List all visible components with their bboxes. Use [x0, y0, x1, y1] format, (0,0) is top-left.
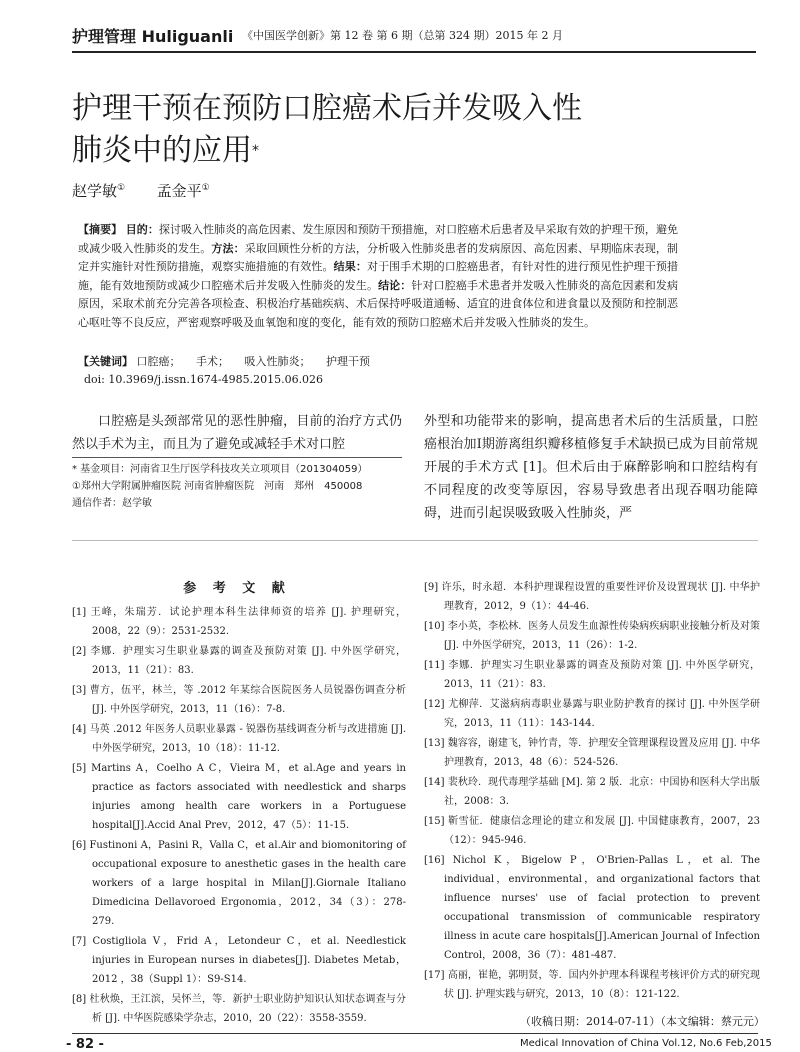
method-label: 方法： [211, 241, 245, 255]
abstract [78, 221, 678, 332]
keyword: 吸入性肺炎； [244, 355, 311, 368]
footer-journal: Medical Innovation of China Vol.12, No.6 Feb,2015 [520, 1038, 772, 1049]
objective-text: 探讨吸入性肺炎的高危因素、发生原因和预防干预措施，对口腔癌术后患者及早采取有效的护理干预，避免或减少吸入性肺炎的发生。 [78, 223, 679, 255]
reference-item: [15] 靳雪征．健康信念理论的建立和发展 [J]. 中国健康教育，2007，23（12）：945-946. [424, 816, 760, 846]
references-left-column [72, 603, 406, 1029]
references-right-column [424, 578, 760, 1005]
reference-item: [10] 李小英，李松林．医务人员发生血源性传染病疾病职业接触分析及对策 [J]. 中外医学研究，2013，11（26）：1-2. [424, 621, 760, 651]
abstract-label: 【摘要】 [78, 223, 123, 236]
body-text-right: 外型和功能带来的影响，提高患者术后的生活质量，口腔癌根治加Ⅰ期游离组织瓣移植修复手术缺损已成为目前常规开展的手术方式 [1]。但术后由于麻醉影响和口腔结构有不同程度的改变等原因，容易导致患者出现吞咽功能障碍，进而引起误吸致吸入性肺炎，严 [424, 414, 758, 521]
reference-item: [5] Martins A，Coelho A C，Vieira M，et al.Age and years in practice as factors associated with needlestick and sharps injuries among health care workers in a Portuguese hospital[J].Accid Anal Prev，2012，47（5）：11-15. [72, 763, 406, 831]
footnote-affiliation: ①郑州大学附属肿瘤医院 河南省肿瘤医院 河南 郑州 450008 [72, 481, 363, 492]
author-affiliation-mark: ① [201, 183, 210, 193]
title-footnote-mark: * [252, 143, 259, 159]
author-name: 孟金平 [156, 182, 202, 200]
conclusion-text: 针对口腔癌手术患者并发吸入性肺炎的高危因素和发病原因，采取术前充分完善各项检查、积极治疗基础疾病、术后保持呼吸道通畅、适宜的进食体位和进食量以及预防和控制恶心呕吐等不良反应，严密观察呼吸及血氧饱和度的变化，能有效的预防口腔癌术后并发吸入性肺炎的发生。 [78, 278, 679, 329]
reference-item: [17] 高丽，崔艳，郭明贤，等．国内外护理本科课程考核评价方式的研究现状 [J]. 护理实践与研究，2013，10（8）：121-122. [424, 970, 760, 1000]
received-date: （收稿日期：2014-07-11）（本文编辑：蔡元元） [520, 1015, 765, 1028]
footnote-divider [72, 457, 402, 458]
keyword: 口腔癌； [136, 355, 181, 368]
author-name: 赵学敏 [72, 182, 118, 200]
section-header: 护理管理 Huliguanli [72, 27, 234, 46]
keywords-label: 【关键词】 [78, 355, 133, 368]
result-label: 结果： [333, 260, 367, 273]
reference-item: [3] 曹方，伍平，林兰，等 .2012 年某综合医院医务人员锐器伤调查分析 [J]. 中外医学研究，2013，11（16）：7-8. [72, 685, 406, 715]
reference-item: [8] 杜秋焕，王江滨，吴怀兰，等．新护士职业防护知识认知状态调查与分析 [J]. 中华医院感染学杂志，2010，20（22）：3558-3559. [72, 994, 406, 1024]
title-line-2-text: 肺炎中的应用 [72, 133, 252, 168]
body-text-left: 口腔癌是头颈部常见的恶性肿瘤，目前的治疗方式仍然以手术为主，而且为了避免或减轻手术对口腔 [72, 414, 402, 452]
footnotes [72, 461, 412, 512]
result-text: 对于围手术期的口腔癌患者，有针对性的进行预见性护理干预措施，能有效地预防或减少口腔癌术后并发吸入性肺炎的发生。 [78, 260, 679, 292]
footnote-corresponding: 通信作者：赵学敏 [72, 498, 152, 509]
reference-item: [2] 李娜．护理实习生职业暴露的调查及预防对策 [J]. 中外医学研究，2013，11（21）：83. [72, 646, 406, 676]
article-title [72, 88, 582, 172]
reference-item: [12] 尤柳萍．艾滋病病毒职业暴露与职业防护教育的探讨 [J]. 中外医学研究，2013，11（11）：143-144. [424, 699, 760, 729]
reference-item: [1] 王峰，朱瑞芳．试论护理本科生法律师资的培养 [J]. 护理研究，2008，22（9）：2531-2532. [72, 607, 406, 637]
reference-item: [9] 许乐，时永超．本科护理课程设置的重要性评价及设置现状 [J]. 中华护理教育，2012，9（1）：44-46. [424, 582, 760, 612]
title-line-1: 护理干预在预防口腔癌术后并发吸入性 [72, 91, 582, 126]
keyword: 护理干预 [326, 355, 370, 368]
reference-item: [7] Costigliola V，Frid A，Letondeur C，et al. Needlestick injuries in European nurses in diabetes[J]. Diabetes Metab，2012 ，38（Suppl 1）：S9-S14. [72, 936, 406, 985]
references-title: 参 考 文 献 [183, 581, 291, 596]
doi: doi: 10.3969/j.issn.1674-4985.2015.06.026 [84, 373, 324, 386]
reference-item: [4] 马英 .2012 年医务人员职业暴露 - 锐器伤基线调查分析与改进措施 [J]. 中外医学研究，2013，10（18）：11-12. [72, 724, 406, 754]
reference-item: [11] 李娜．护理实习生职业暴露的调查及预防对策 [J]. 中外医学研究，2013，11（21）：83. [424, 660, 760, 690]
objective-label: 目的： [125, 223, 159, 236]
conclusion-label: 结论： [378, 278, 412, 292]
footnote-funding: * 基金项目：河南省卫生厅医学科技攻关立项项目（201304059） [72, 464, 368, 475]
author-list [72, 180, 210, 201]
header-divider [72, 51, 756, 53]
method-text: 采取回顾性分析的方法，分析吸入性肺炎患者的发病原因、高危因素、早期临床表现，制定并实施针对性预防措施，观察实施措施的有效性。 [78, 241, 679, 273]
footer-divider [72, 1033, 758, 1034]
keyword: 手术； [196, 355, 229, 368]
journal-issue: 《中国医学创新》第 12 卷 第 6 期（总第 324 期）2015 年 2 月 [242, 29, 563, 42]
reference-item: [16] Nichol K，Bigelow P，O'Brien-Pallas L，et al. The individual，environmental，and organizational factors that influence nurses' use of facial protection to prevent occupational transmission of communicable respiratory illness in acute care hospitals[J].American Journal of Infection Control，2008，36（7）：481-487. [424, 855, 760, 961]
reference-item: [13] 魏容容，谢建飞，钟竹青，等．护理安全管理课程设置及应用 [J]. 中华护理教育，2013，48（6）：524-526. [424, 738, 760, 768]
title-line-2 [72, 130, 582, 172]
author-affiliation-mark: ① [117, 183, 126, 193]
reference-item: [6] Fustinoni A，Pasini R，Valla C，et al.Air and biomonitoring of occupational exposure to anesthetic gases in the health care workers of a large hospital in Milan[J].Giornale Italiano Dimedicina Dellavoroed Ergonomia，2012，34（3）：278-279. [72, 840, 406, 927]
page-number: - 82 - [66, 1037, 104, 1052]
keywords [78, 353, 382, 369]
reference-item: [14] 裴秋玲．现代毒理学基础 [M]. 第 2 版．北京：中国协和医科大学出版社，2008：3. [424, 777, 760, 807]
section-divider [72, 540, 758, 541]
